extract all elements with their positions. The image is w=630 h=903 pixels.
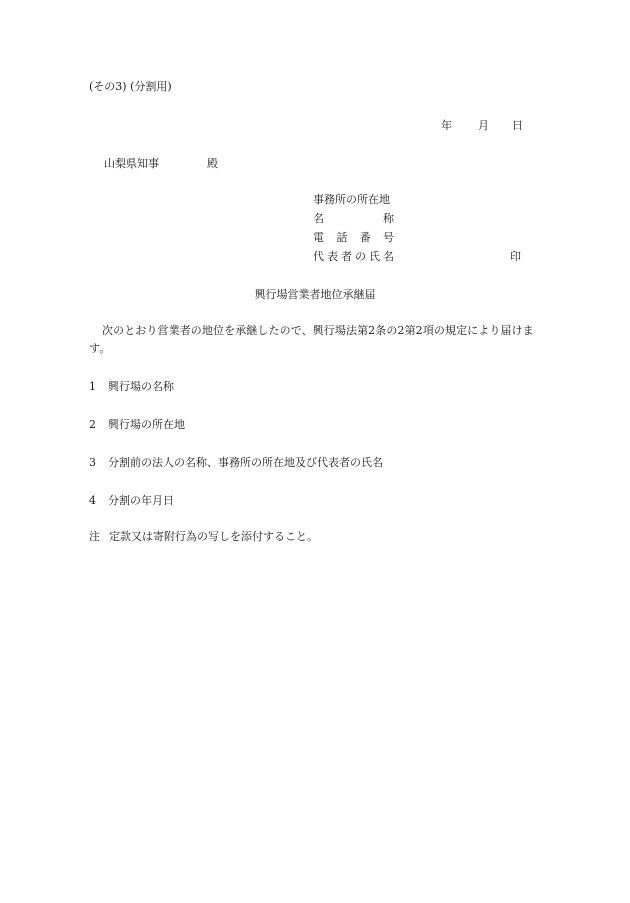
item-number: 1 <box>89 380 96 393</box>
body-paragraph: 次のとおり営業者の地位を承継したので、興行場法第2条の2第2項の規定により届けます。 <box>89 324 534 355</box>
date-day-label: 日 <box>512 119 523 132</box>
list-item <box>89 418 185 432</box>
item-number: 3 <box>89 456 96 469</box>
applicant-phone-char: 番 <box>359 231 371 244</box>
seal-mark: 印 <box>510 250 521 263</box>
list-item <box>89 494 174 508</box>
applicant-phone-char: 号 <box>382 231 394 244</box>
list-item <box>89 380 174 394</box>
note-text: 定款又は寄附行為の写しを添付すること。 <box>109 530 318 543</box>
recipient-title: 山梨県知事 <box>104 157 159 170</box>
applicant-name-char: 名 <box>313 212 324 225</box>
applicant-rep-char: 代 <box>313 250 324 263</box>
item-number: 4 <box>89 494 96 507</box>
form-label: (その3) (分割用) <box>89 80 172 93</box>
item-text: 分割の年月日 <box>108 494 174 507</box>
applicant-rep-char: 表 <box>327 250 338 263</box>
recipient-honorific: 殿 <box>207 157 218 170</box>
applicant-rep-char: 者 <box>341 250 352 263</box>
item-text: 分割前の法人の名称、事務所の所在地及び代表者の氏名 <box>108 456 383 469</box>
date-year-label: 年 <box>441 119 452 132</box>
applicant-representative-label <box>313 250 394 264</box>
applicant-address-label: 事務所の所在地 <box>313 193 390 206</box>
item-text: 興行場の所在地 <box>108 418 185 431</box>
list-item <box>89 456 383 470</box>
applicant-phone-label <box>313 231 394 245</box>
note-label: 注 <box>89 530 100 543</box>
document-title: 興行場営業者地位承継届 <box>254 288 376 301</box>
note <box>89 530 318 544</box>
applicant-rep-char: 氏 <box>369 250 380 263</box>
item-number: 2 <box>89 418 96 431</box>
item-text: 興行場の名称 <box>108 380 174 393</box>
applicant-rep-char: 名 <box>383 250 394 263</box>
date-month-label: 月 <box>478 119 489 132</box>
applicant-phone-char: 電 <box>313 231 324 244</box>
applicant-name-label <box>313 212 394 226</box>
applicant-rep-char: の <box>355 250 366 263</box>
applicant-phone-char: 話 <box>336 231 348 244</box>
applicant-name-char: 称 <box>383 212 394 225</box>
